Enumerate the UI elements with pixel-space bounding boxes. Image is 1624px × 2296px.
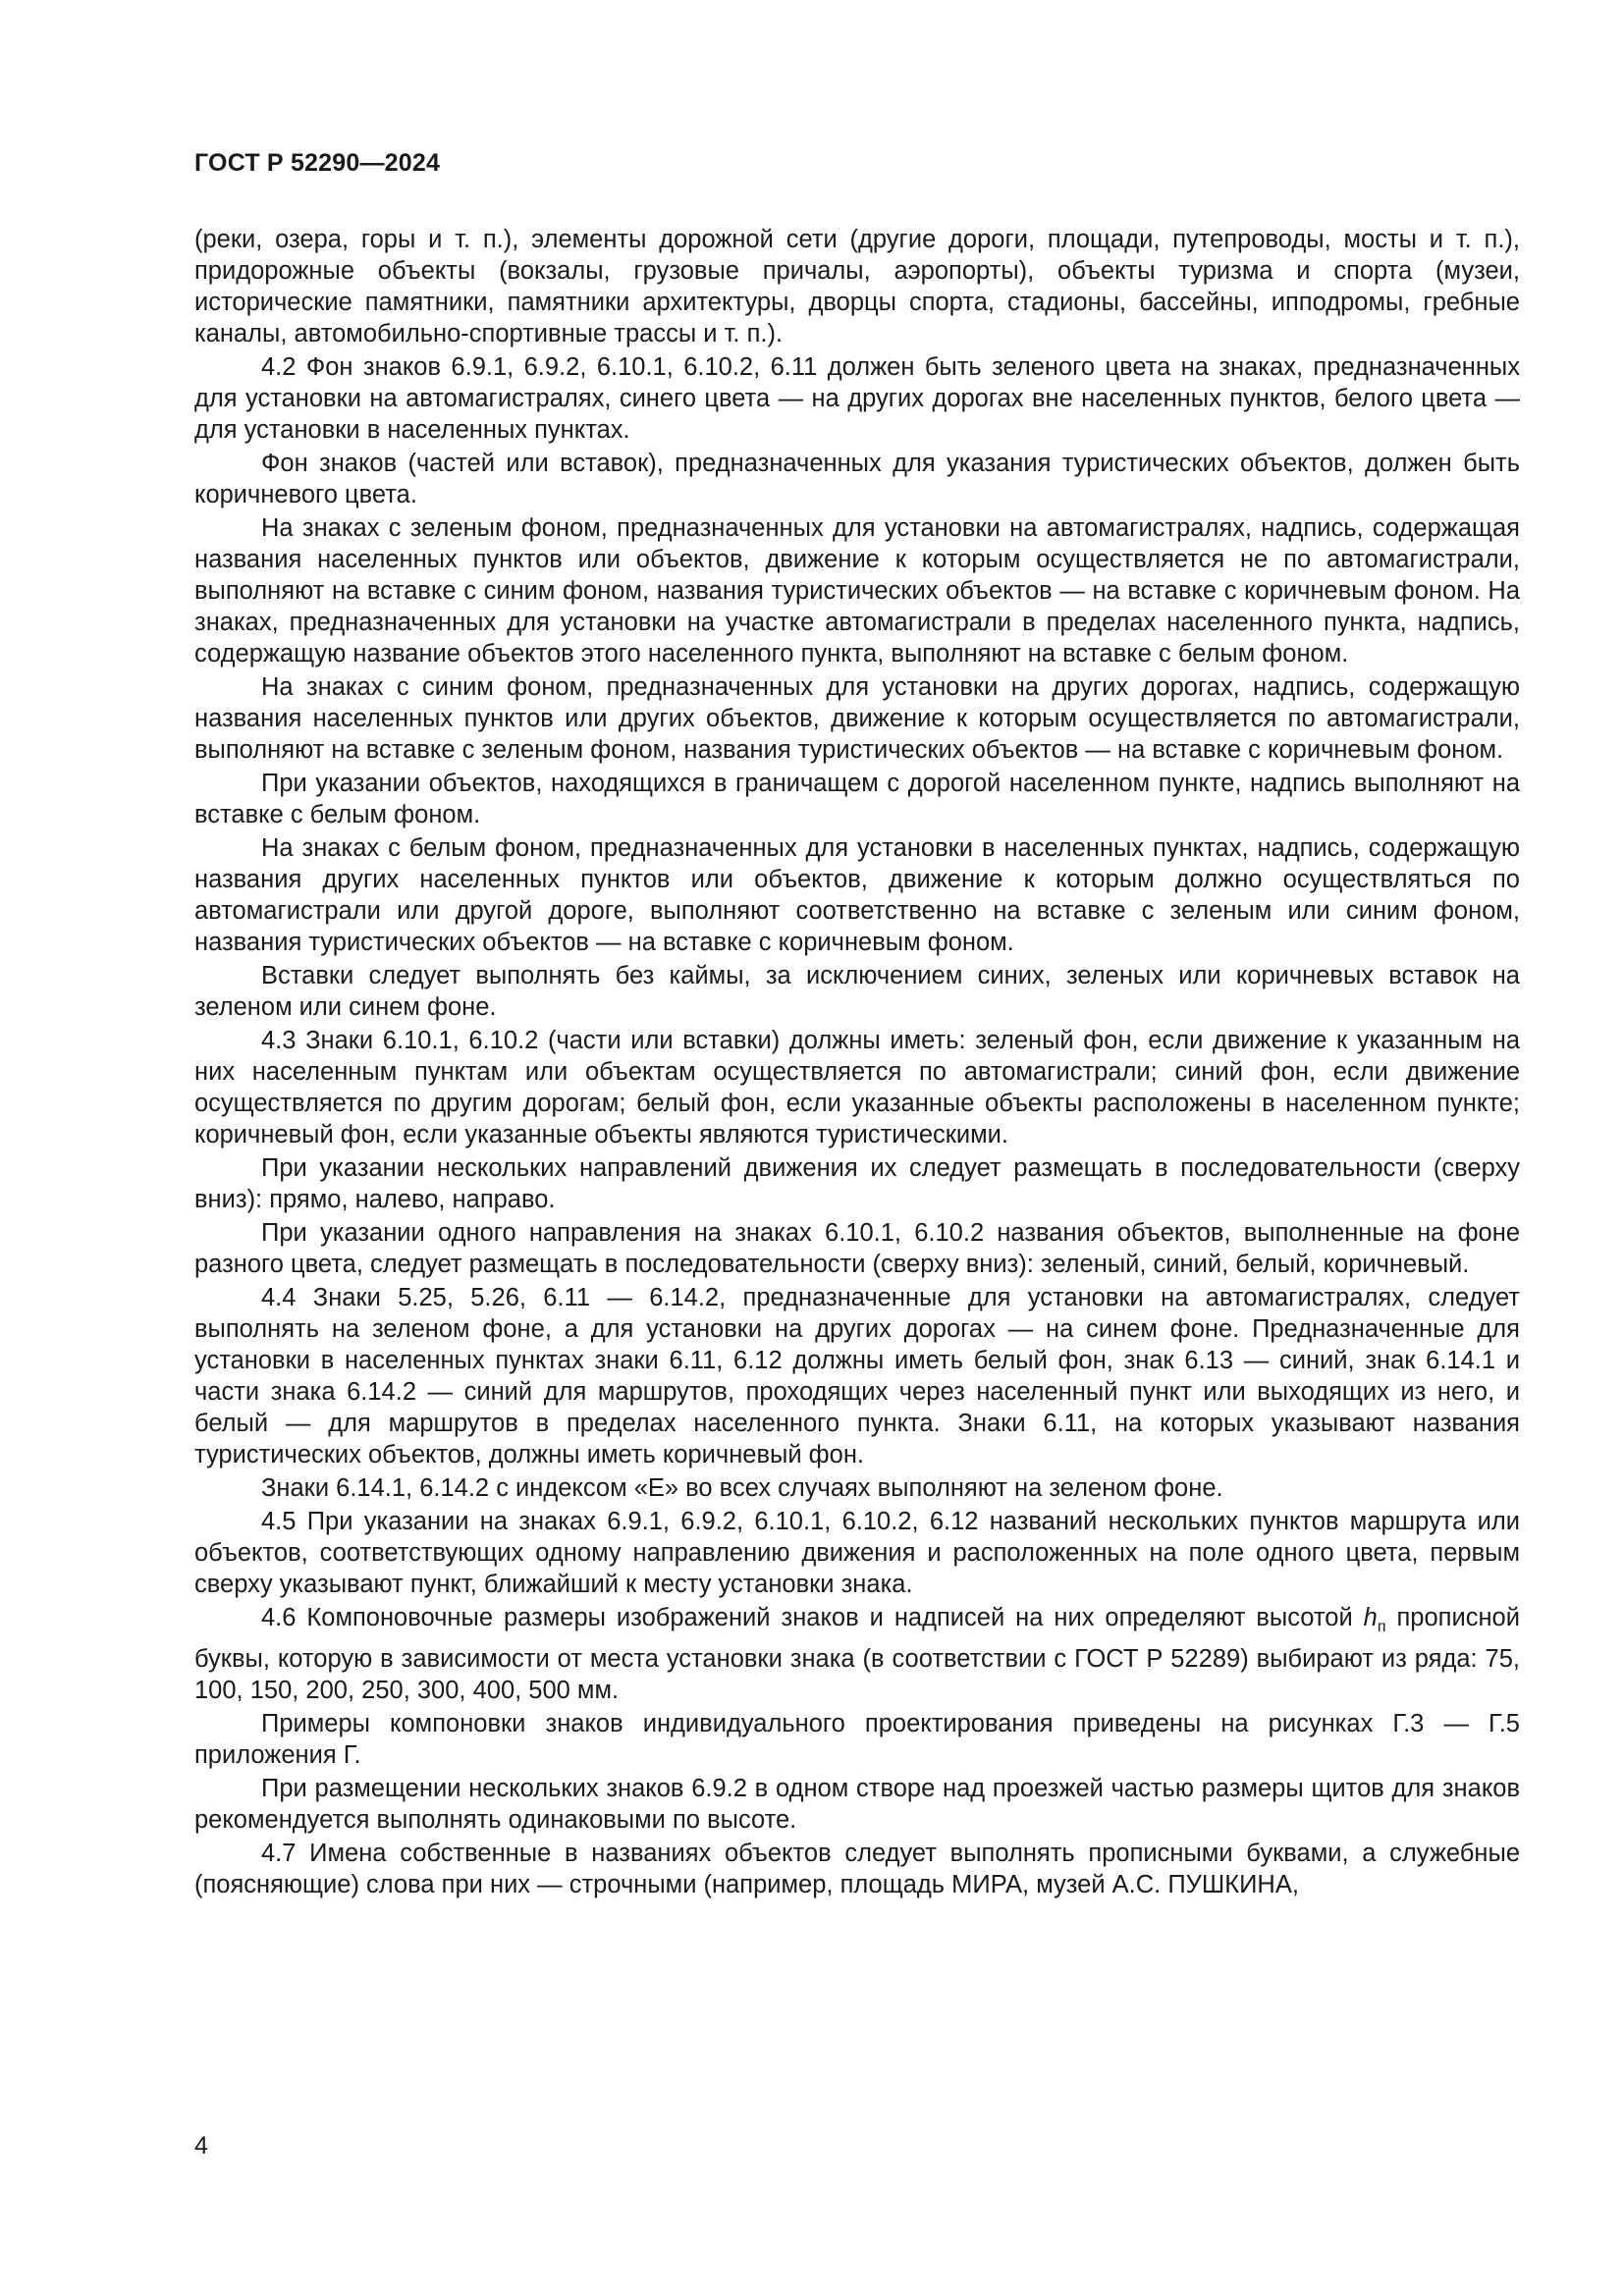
paragraph: При размещении нескольких знаков 6.9.2 в одном створе над проезжей частью размеры щитов для знаков рекомендуется выполнять одинаковыми по высоте. (194, 1775, 1520, 1834)
paragraph: На знаках с белым фоном, предназначенных для установки в населенных пунктах, надпись, содержащую названия других населенных пунктов или объектов, движение к которым должно осуществляться по автомагистрали или другой дороге, выполняют соответственно на вставке с зеленым или синим фоном, названия туристических объектов — на вставке с коричневым фоном. (194, 834, 1520, 956)
paragraph: (реки, озера, горы и т. п.), элементы дорожной сети (другие дороги, площади, путепроводы, мосты и т. п.), придорожные объекты (вокзалы, грузовые причалы, аэропорты), объекты туризма и спорта (музеи, исторические памятники, памятники архитектуры, дворцы спорта, стадионы, бассейны, ипподромы, гребные каналы, автомобильно-спортивные трассы и т. п.). (194, 226, 1520, 347)
paragraph: 4.2 Фон знаков 6.9.1, 6.9.2, 6.10.1, 6.10.2, 6.11 должен быть зеленого цвета на знаках, предназначенных для установки на автомагистралях, синего цвета — на других дорогах вне населенных пунктов, белого цвета — для установки в населенных пунктах. (194, 353, 1520, 444)
paragraph: На знаках с зеленым фоном, предназначенных для установки на автомагистралях, надпись, содержащая названия населенных пунктов или объектов, движение к которым осуществляется не по автомагистрали, выполняют на вставке с синим фоном, названия туристических объектов — на вставке с коричневым фоном. На знаках, предназначенных для установки на участке автомагистрали в пределах населенного пункта, надпись, содержащую название объектов этого населенного пункта, выполняют на вставке с белым фоном. (194, 514, 1520, 667)
paragraph: При указании одного направления на знаках 6.10.1, 6.10.2 названия объектов, выполненные на фоне разного цвета, следует размещать в последовательности (сверху вниз): зеленый, синий, белый, коричневый. (194, 1219, 1520, 1278)
paragraph: На знаках с синим фоном, предназначенных для установки на других дорогах, надпись, содержащую названия населенных пунктов или других объектов, движение к которым осуществляется по автомагистрали, выполняют на вставке с зеленым фоном, названия туристических объектов — на вставке с коричневым фоном. (194, 673, 1520, 764)
paragraph: 4.3 Знаки 6.10.1, 6.10.2 (части или вставки) должны иметь: зеленый фон, если движение к указанным на них населенным пунктам или объектам осуществляется по автомагистрали; синий фон, если движение осуществляется по другим дорогам; белый фон, если указанные объекты расположены в населенном пункте; коричневый фон, если указанные объекты являются туристическими. (194, 1027, 1520, 1148)
symbol-h: h (1363, 1604, 1378, 1631)
paragraph-text: прописной буквы, которую в зависимости от места установки знака (в соответствии с ГОСТ Р 52289) выбирают из ряда: 75, 100, 150, 200, 250, 300, 400, 500 мм. (194, 1604, 1520, 1704)
paragraph: Примеры компоновки знаков индивидуального проектирования приведены на рисунках Г.3 — Г.5 приложения Г. (194, 1710, 1520, 1769)
paragraph: При указании нескольких направлений движения их следует размещать в последовательности (сверху вниз): прямо, налево, направо. (194, 1154, 1520, 1213)
paragraph: Фон знаков (частей или вставок), предназначенных для указания туристических объектов, должен быть коричневого цвета. (194, 450, 1520, 508)
page-number: 4 (194, 2132, 208, 2160)
paragraph: 4.5 При указании на знаках 6.9.1, 6.9.2, 6.10.1, 6.10.2, 6.12 названий нескольких пунктов маршрута или объектов, соответствующих одному направлению движения и расположенных на поле одного цвета, первым сверху указывают пункт, ближайший к месту установки знака. (194, 1508, 1520, 1598)
paragraph-text: 4.6 Компоновочные размеры изображений знаков и надписей на них определяют высотой (261, 1604, 1364, 1631)
standard-header: ГОСТ Р 52290—2024 (194, 149, 441, 177)
paragraph: 4.4 Знаки 5.25, 5.26, 6.11 — 6.14.2, предназначенные для установки на автомагистралях, следует выполнять на зеленом фоне, а для установки на других дорогах — на синем фоне. Предназначенные для установки в населенных пунктах знаки 6.11, 6.12 должны иметь белый фон, знак 6.13 — синий, знак 6.14.1 и части знака 6.14.2 — синий для маршрутов, проходящих через населенный пункт или выходящих из него, и белый — для маршрутов в пределах населенного пункта. Знаки 6.11, на которых указывают названия туристических объектов, должны иметь коричневый фон. (194, 1284, 1520, 1468)
document-body (194, 224, 1520, 1902)
paragraph-4-6 (194, 1602, 1520, 1706)
paragraph: Вставки следует выполнять без каймы, за исключением синих, зеленых или коричневых вставок на зеленом или синем фоне. (194, 962, 1520, 1021)
paragraph: Знаки 6.14.1, 6.14.2 с индексом «Е» во всех случаях выполняют на зеленом фоне. (261, 1474, 1223, 1502)
symbol-subscript: п (1377, 1619, 1386, 1635)
paragraph: При указании объектов, находящихся в граничащем с дорогой населенном пункте, надпись выполняют на вставке с белым фоном. (194, 770, 1520, 828)
paragraph: 4.7 Имена собственные в названиях объектов следует выполнять прописными буквами, а служебные (поясняющие) слова при них — строчными (например, площадь МИРА, музей А.С. ПУШКИНА, (194, 1840, 1520, 1898)
